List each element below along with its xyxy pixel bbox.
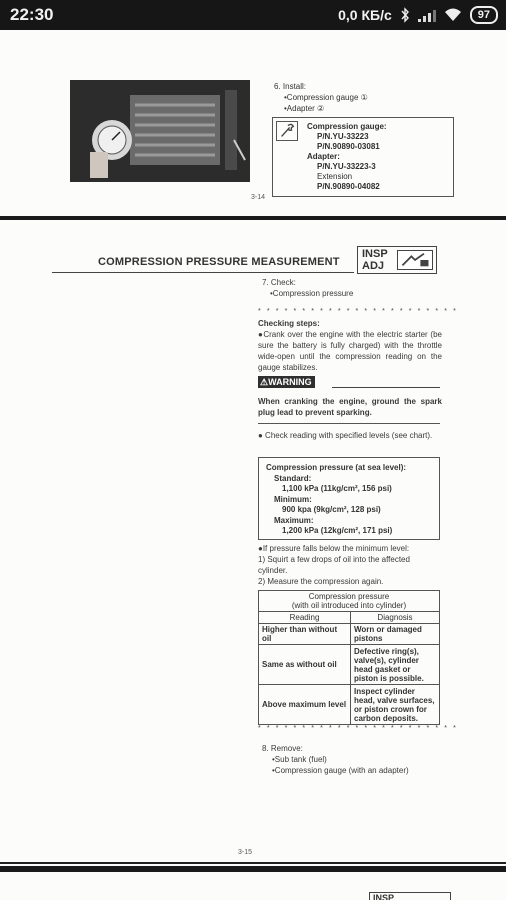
table-caption	[259, 591, 440, 612]
table-row	[259, 645, 440, 685]
diagnosis-cell: Inspect cylinder head, valve surfaces, or piston crown for carbon deposits.	[351, 685, 440, 725]
install-title: 6. Install:	[274, 82, 307, 91]
check-item: •Compression pressure	[270, 289, 354, 298]
check-step	[258, 277, 442, 299]
page-number: 3-14	[251, 194, 266, 201]
status-bar	[0, 0, 506, 30]
table-row	[259, 685, 440, 725]
insp-adj-badge	[357, 246, 437, 274]
spec-line: Maximum:	[274, 515, 314, 525]
manual-page-next	[0, 872, 506, 900]
below-min-line: 2) Measure the compression again.	[258, 577, 384, 586]
header-divider	[52, 272, 354, 273]
wrench-icon	[276, 121, 298, 141]
checking-steps	[258, 318, 442, 373]
check-reading-text: ● Check reading with specified levels (see chart).	[258, 431, 433, 440]
star-divider: * * * * * * * * * * * * * * * * * * * * * * *	[258, 308, 458, 315]
badge-line: INSP	[362, 248, 388, 260]
below-min-line: 1) Squirt a few drops of oil into the affected	[258, 555, 410, 564]
step-text: ●Crank over the engine with the electric starter (be sure the battery is fully charged) with the throttle wide-open until the compression reading on the gauge stabilizes.	[258, 330, 442, 372]
warning-text-block	[258, 396, 442, 418]
section-title: COMPRESSION PRESSURE MEASUREMENT	[98, 256, 340, 268]
warning-text: When cranking the engine, ground the spark plug lead to prevent sparking.	[258, 397, 442, 417]
column-header-reading: Reading	[259, 612, 351, 624]
tool-line: P/N.90890-04082	[317, 182, 380, 191]
tool-line: P/N.YU-33223-3	[317, 162, 376, 171]
inspection-icon	[397, 250, 433, 270]
remove-item: •Sub tank (fuel)	[272, 755, 327, 764]
spec-lines	[266, 463, 406, 537]
status-icons	[338, 6, 498, 24]
tool-line: P/N.90890-03081	[317, 142, 380, 151]
warning-label: ⚠WARNING	[258, 376, 315, 388]
badge-text	[362, 248, 388, 272]
manual-page-3-15	[0, 220, 506, 866]
engine-photo	[70, 80, 250, 182]
wifi-icon	[444, 8, 462, 22]
spec-line: Standard:	[274, 473, 312, 483]
insp-adj-badge	[369, 892, 451, 900]
below-min-line: cylinder.	[258, 566, 288, 575]
column-header-diagnosis: Diagnosis	[351, 612, 440, 624]
spec-line: 900 kpa (9kg/cm², 128 psi)	[282, 505, 381, 514]
caption-line: (with oil introduced into cylinder)	[291, 601, 407, 610]
section-divider	[258, 423, 440, 424]
spec-line: Compression pressure (at sea level):	[266, 463, 407, 472]
diagnosis-cell: Worn or damaged pistons	[351, 624, 440, 645]
spec-line: 1,200 kPa (12kg/cm², 171 psi)	[282, 526, 393, 535]
remove-title: 8. Remove:	[262, 744, 303, 753]
table-row	[259, 624, 440, 645]
reading-cell: Higher than without oil	[259, 624, 351, 645]
badge-text: INSP	[373, 893, 395, 900]
caption-line: Compression pressure	[308, 592, 390, 601]
remove-step	[258, 743, 442, 776]
install-step	[274, 81, 368, 114]
tool-line: Compression gauge:	[307, 122, 387, 131]
check-reading-block	[258, 430, 442, 441]
star-divider: * * * * * * * * * * * * * * * * * * * * * * *	[258, 725, 458, 732]
engine-illustration	[70, 80, 250, 182]
special-tool-box	[272, 117, 454, 197]
reading-cell: Same as without oil	[259, 645, 351, 685]
badge-line: ADJ	[362, 260, 385, 272]
status-time: 22:30	[10, 5, 54, 24]
spec-line: Minimum:	[274, 494, 312, 504]
steps-title: Checking steps:	[258, 319, 320, 328]
spec-line: 1,100 kPa (11kg/cm², 156 psi)	[282, 484, 392, 493]
diagnosis-cell: Defective ring(s), valve(s), cylinder head gasket or piston is possible.	[351, 645, 440, 685]
install-item: •Compression gauge ①	[284, 93, 368, 102]
below-minimum-steps	[258, 543, 442, 587]
warning-header	[258, 376, 440, 388]
network-speed: 0,0 КБ/с	[338, 7, 392, 23]
remove-item: •Compression gauge (with an adapter)	[272, 766, 409, 775]
page-number: 3-15	[238, 849, 253, 856]
signal-icon	[418, 8, 436, 22]
below-min-line: ●If pressure falls below the minimum level:	[258, 544, 410, 553]
tool-line: Extension	[317, 172, 353, 181]
warning-rule	[332, 387, 440, 388]
compression-spec-box	[258, 457, 440, 540]
battery-icon: 97	[470, 6, 498, 24]
bluetooth-icon	[400, 7, 410, 23]
manual-page-3-14	[0, 30, 506, 216]
install-item: •Adapter ②	[284, 104, 325, 113]
tool-line: P/N.YU-33223	[317, 132, 369, 141]
tool-part-numbers	[307, 122, 387, 192]
compression-diagnosis-table	[258, 590, 440, 725]
check-title: 7. Check:	[262, 278, 296, 287]
page-bottom-rule	[0, 862, 506, 864]
tool-line: Adapter:	[307, 152, 340, 161]
reading-cell: Above maximum level	[259, 685, 351, 725]
